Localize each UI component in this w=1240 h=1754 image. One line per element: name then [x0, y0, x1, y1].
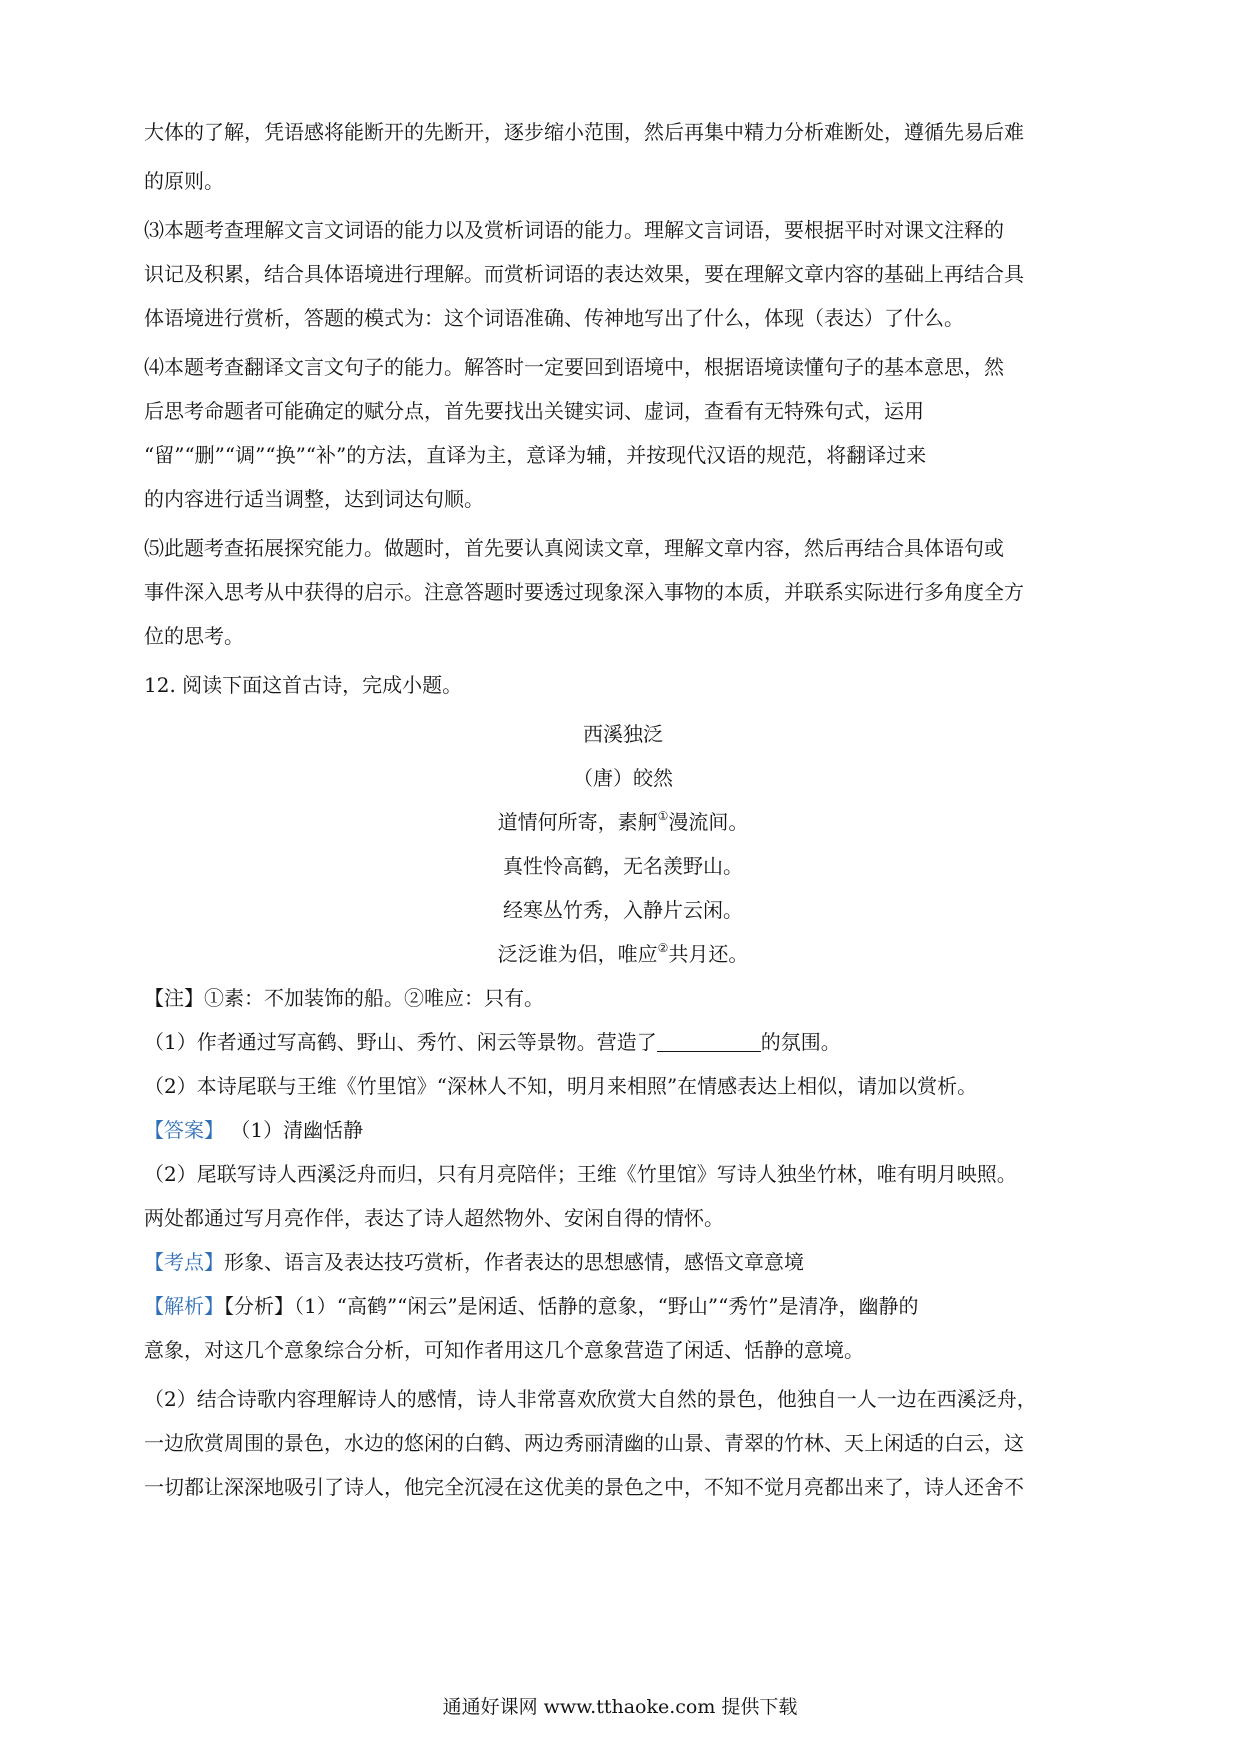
fill-blank	[657, 1031, 761, 1052]
paragraph-line: 大体的了解，凭语感将能断开的先断开，逐步缩小范围，然后再集中精力分析难断处，遵循先易后难	[144, 120, 1024, 144]
poem-line-text: 共月还。	[668, 942, 749, 966]
sub-question-text: （1）作者通过写高鹤、野山、秀竹、闲云等景物。营造了	[144, 1030, 657, 1054]
answer-line	[144, 1116, 1102, 1144]
analysis-line: 意象，对这几个意象综合分析，可知作者用这几个意象营造了闲适、恬静的意境。	[144, 1338, 864, 1362]
footnote-mark: ①	[657, 809, 669, 823]
poem-author: （唐）皎然	[573, 766, 673, 790]
paragraph-line: 的原则。	[144, 169, 224, 193]
analysis-line: 一切都让深深地吸引了诗人，他完全沉浸在这优美的景色之中，不知不觉月亮都出来了，诗人还舍不	[144, 1475, 1024, 1499]
poem-line-text: 泛泛谁为侣，唯应	[497, 942, 658, 966]
paragraph-line: ⑷本题考查翻译文言文句子的能力。解答时一定要回到语境中，根据语境读懂句子的基本意思，然	[144, 355, 1004, 379]
answer-line: （2）尾联写诗人西溪泛舟而归，只有月亮陪伴；王维《竹里馆》写诗人独坐竹林，唯有明月映照。	[144, 1162, 1017, 1186]
poem-title: 西溪独泛	[583, 722, 663, 746]
sub-question-text: 的氛围。	[760, 1030, 841, 1054]
question-number: 12. 阅读下面这首古诗，完成小题。	[144, 673, 463, 697]
kaodian-text: 形象、语言及表达技巧赏析，作者表达的思想感情，感悟文章意境	[224, 1250, 804, 1274]
poem-note: 【注】①素：不加装饰的船。②唯应：只有。	[144, 986, 544, 1010]
paragraph-line: 识记及积累，结合具体语境进行理解。而赏析词语的表达效果，要在理解文章内容的基础上再结合具	[144, 262, 1024, 286]
poem-block	[144, 720, 1102, 968]
analysis-line	[144, 1292, 1102, 1320]
poem-line-text: 道情何所寄，素舸	[497, 810, 658, 834]
paragraph-line: “留”“删”“调”“换”“补”的方法，直译为主，意译为辅，并按现代汉语的规范，将翻译过来	[144, 443, 927, 467]
analysis-label: 【解析】	[144, 1294, 224, 1318]
sub-question-1	[144, 1028, 1102, 1056]
poem-line	[144, 808, 1102, 836]
paragraph-line: 体语境进行赏析，答题的模式为：这个词语准确、传神地写出了什么，体现（表达）了什么。	[144, 306, 964, 330]
paragraph-line: 位的思考。	[144, 624, 244, 648]
poem-line-text: 漫流间。	[668, 810, 749, 834]
answer-text: （1）清幽恬静	[224, 1118, 364, 1142]
answer-line: 两处都通过写月亮作伴，表达了诗人超然物外、安闲自得的情怀。	[144, 1206, 724, 1230]
poem-line: 经寒丛竹秀，入静片云闲。	[503, 898, 743, 922]
page-footer: 通通好课网 www.tthaoke.com 提供下载	[442, 1696, 798, 1718]
analysis-line: 一边欣赏周围的景色，水边的悠闲的白鹤、两边秀丽清幽的山景、青翠的竹林、天上闲适的白云，这	[144, 1431, 1024, 1455]
poem-line: 真性怜高鹤，无名羡野山。	[503, 854, 743, 878]
kaodian-label: 【考点】	[144, 1250, 224, 1274]
paragraph-line: 的内容进行适当调整，达到词达句顺。	[144, 487, 484, 511]
kaodian-line	[144, 1248, 1102, 1276]
paragraph-line: ⑸此题考查拓展探究能力。做题时，首先要认真阅读文章，理解文章内容，然后再结合具体语句或	[144, 536, 1004, 560]
analysis-text: 【分析】（1）“高鹤”“闲云”是闲适、恬静的意象，“野山”“秀竹”是清净，幽静的	[224, 1294, 919, 1318]
answer-label: 【答案】	[144, 1118, 224, 1142]
footnote-mark: ②	[657, 941, 669, 955]
analysis-line: （2）结合诗歌内容理解诗人的感情，诗人非常喜欢欣赏大自然的景色，他独自一人一边在西溪泛舟，	[144, 1387, 1037, 1411]
page-content	[144, 118, 1102, 1501]
sub-question-2: （2）本诗尾联与王维《竹里馆》“深林人不知，明月来相照”在情感表达上相似，请加以赏析。	[144, 1074, 978, 1098]
paragraph-line: ⑶本题考查理解文言文词语的能力以及赏析词语的能力。理解文言词语，要根据平时对课文注释的	[144, 218, 1004, 242]
paragraph-line: 后思考命题者可能确定的赋分点，首先要找出关键实词、虚词，查看有无特殊句式，运用	[144, 399, 924, 423]
poem-line	[144, 940, 1102, 968]
paragraph-line: 事件深入思考从中获得的启示。注意答题时要透过现象深入事物的本质，并联系实际进行多角度全方	[144, 580, 1024, 604]
